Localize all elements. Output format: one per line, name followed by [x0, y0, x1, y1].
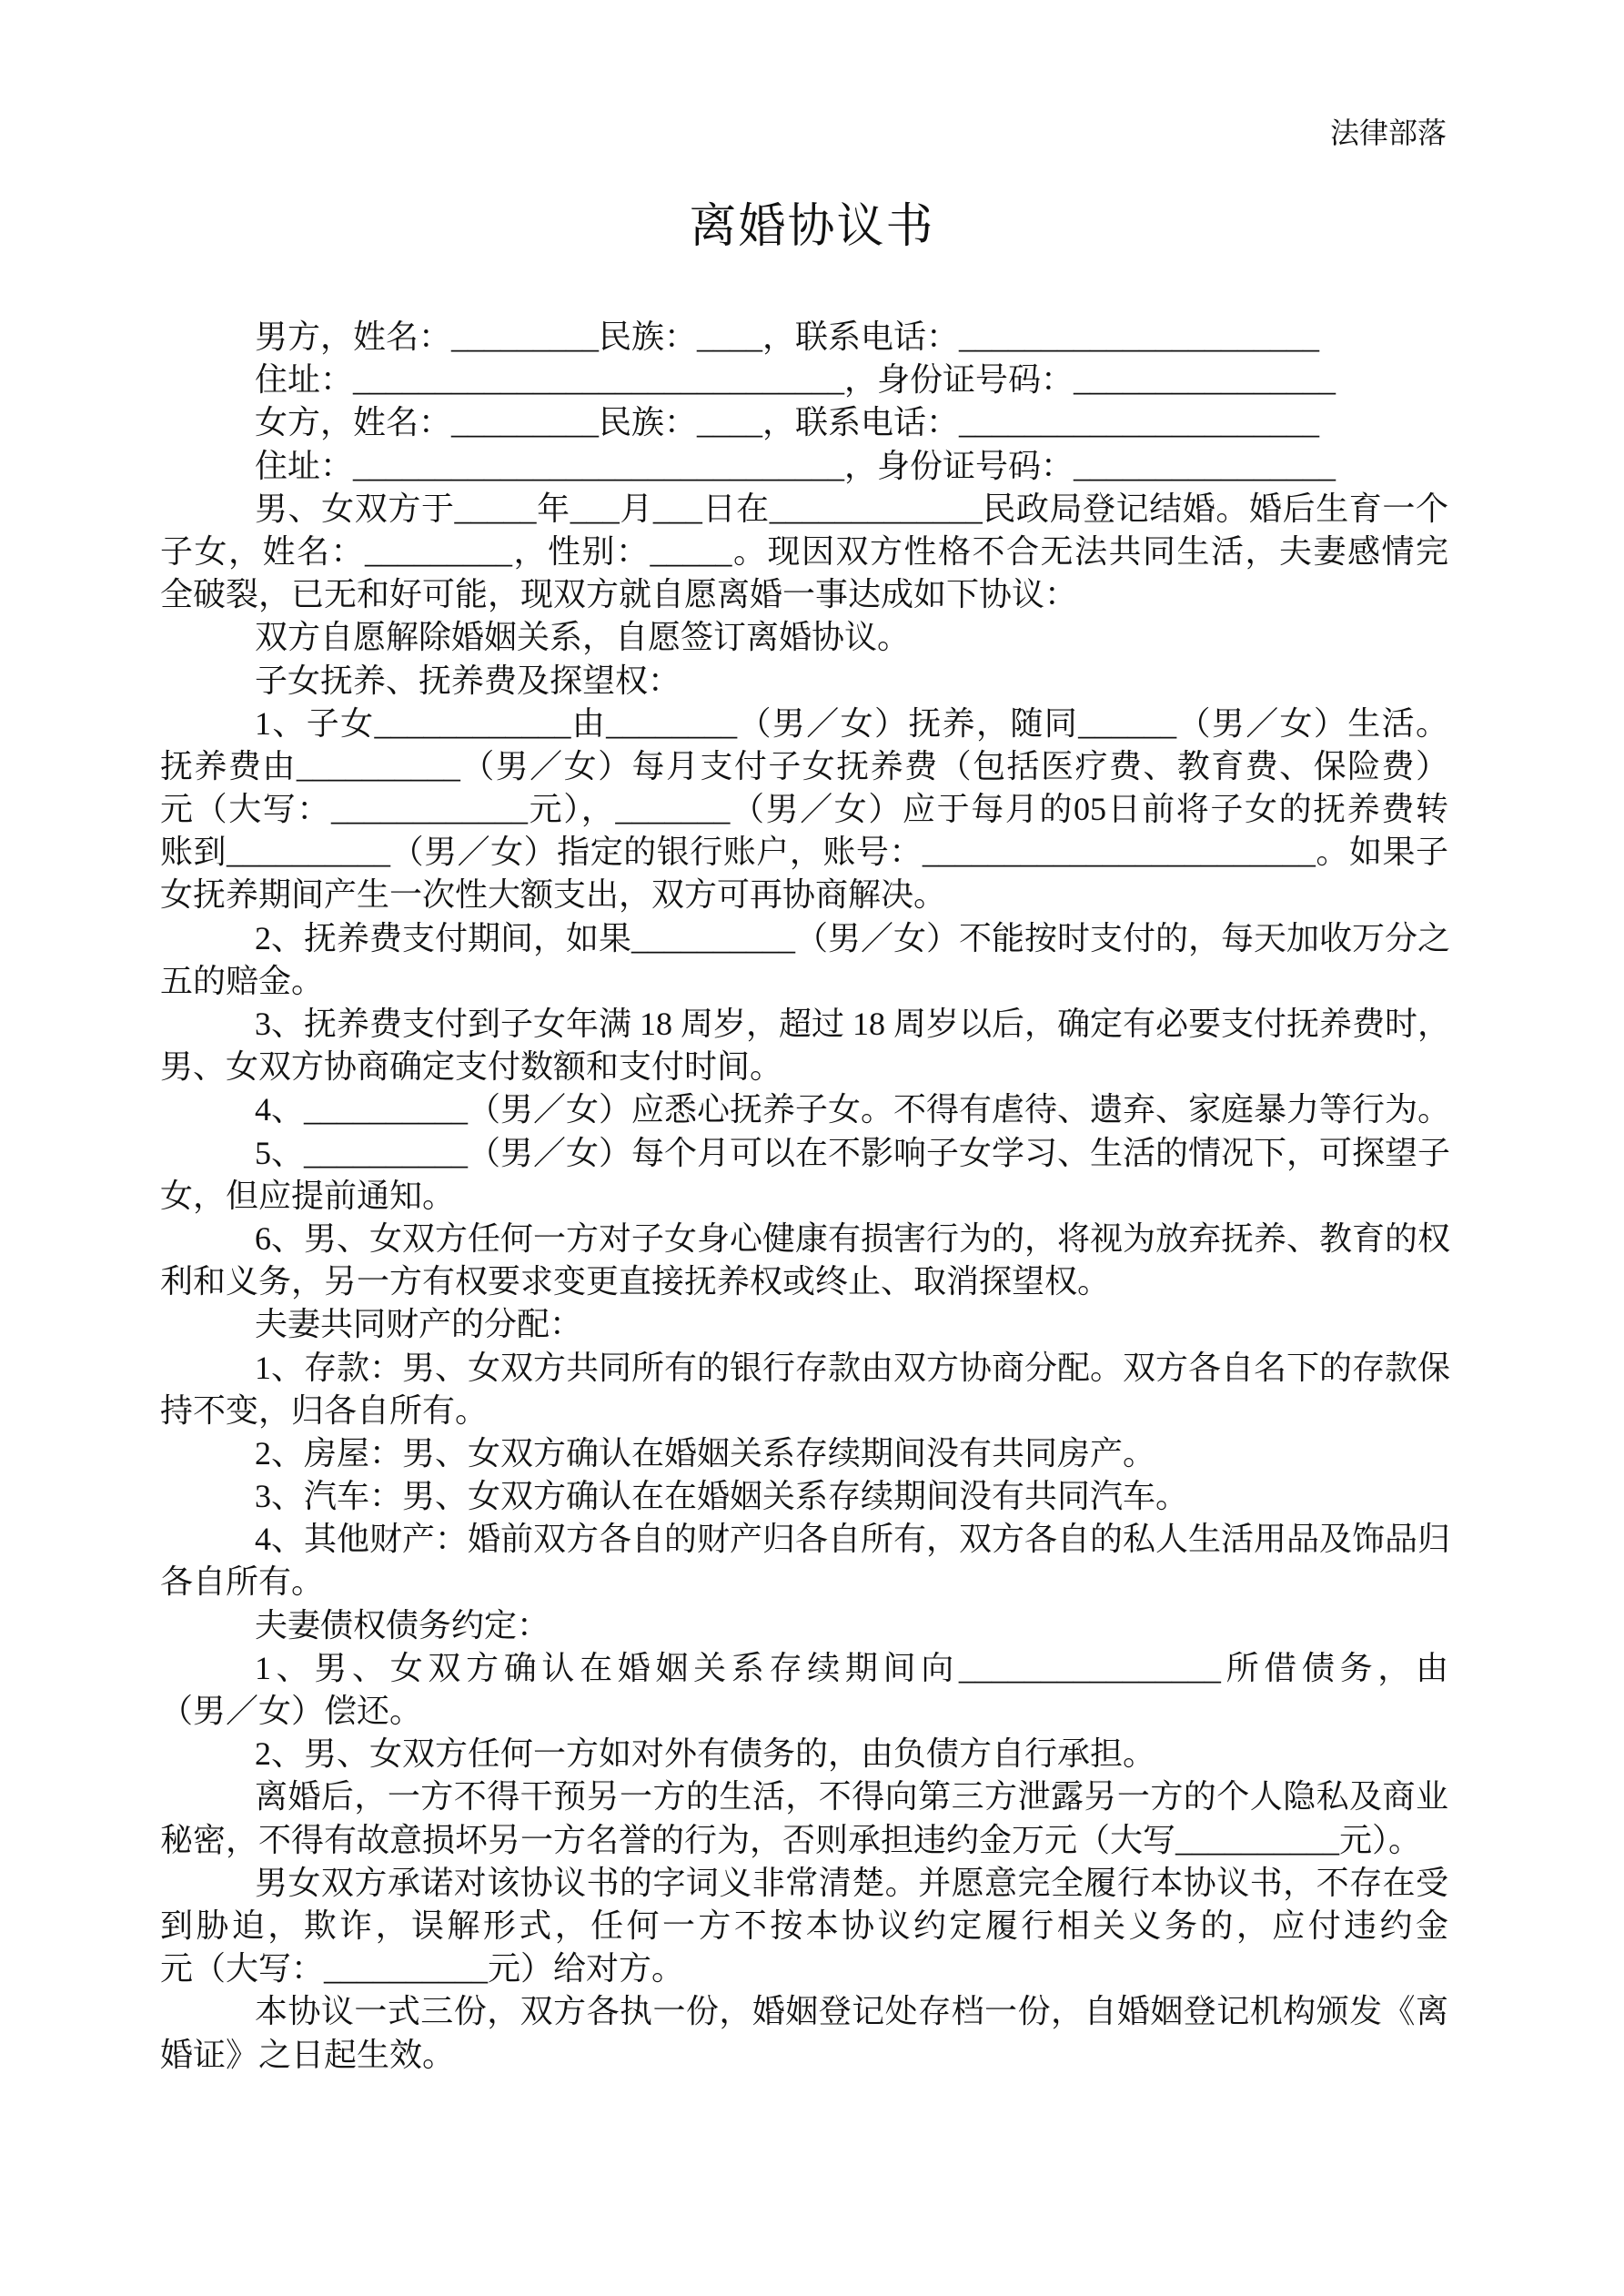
paragraph-line: 5、__________（男／女）每个月可以在不影响子女学习、生活的情况下，可探望子	[255, 1134, 1451, 1171]
paragraph-line: 五的赔金。	[160, 962, 325, 999]
paragraph-line: （男／女）偿还。	[160, 1693, 423, 1729]
paragraph	[160, 1088, 1451, 1131]
paragraph	[160, 1432, 1448, 1475]
paragraph	[160, 1518, 1451, 1603]
paragraph	[160, 1775, 1448, 1861]
paragraph-line: 各自所有。	[160, 1563, 325, 1601]
paragraph	[160, 1475, 1448, 1518]
paragraph-line: 夫妻债权债务约定：	[255, 1606, 550, 1644]
paragraph	[160, 1733, 1448, 1775]
paragraph-line: 2、抚养费支付期间，如果__________（男／女）不能按时支付的，每天加收万分之	[255, 919, 1451, 956]
paragraph-line: 4、__________（男／女）应悉心抚养子女。不得有虐待、遗弃、家庭暴力等行为。	[255, 1091, 1451, 1128]
paragraph	[160, 1990, 1448, 2076]
document-body	[160, 316, 1451, 2077]
paragraph	[160, 401, 1448, 444]
paragraph-line: 住址：______________________________，身份证号码：________________	[255, 447, 1337, 484]
paragraph-line: 2、男、女双方任何一方如对外有债务的，由负债方自行承担。	[255, 1735, 1156, 1773]
document-source-label: 法律部落	[1329, 116, 1447, 149]
paragraph	[160, 1132, 1451, 1218]
paragraph-line: 子女抚养、抚养费及探望权：	[255, 662, 681, 699]
paragraph-line: 1、男、女双方确认在婚姻关系存续期间向________________所借债务，由	[255, 1649, 1448, 1686]
paragraph-line: 元（大写：____________元），_______（男／女）应于每月的05日前将子女的抚养费转	[160, 791, 1448, 828]
paragraph	[160, 917, 1451, 1003]
paragraph-line: 女方，姓名：_________民族：____，联系电话：______________________	[255, 404, 1320, 441]
paragraph	[160, 359, 1448, 401]
paragraph-line: 女抚养期间产生一次性大额支出，双方可再协商解决。	[160, 876, 947, 914]
paragraph-line: 1、存款：男、女双方共同所有的银行存款由双方协商分配。双方各自名下的存款保	[255, 1349, 1451, 1386]
paragraph-line: 持不变，归各自所有。	[160, 1391, 489, 1429]
paragraph	[160, 1647, 1448, 1733]
paragraph-line: 双方自愿解除婚姻关系，自愿签订离婚协议。	[255, 619, 911, 656]
paragraph-line: 住址：______________________________，身份证号码：________________	[255, 361, 1337, 399]
paragraph-line: 本协议一式三份，双方各执一份，婚姻登记处存档一份，自婚姻登记机构颁发《离	[255, 1993, 1448, 2030]
paragraph	[160, 316, 1448, 359]
paragraph	[160, 445, 1448, 488]
paragraph-line: 元（大写：__________元）给对方。	[160, 1950, 685, 1988]
paragraph-line: 2、房屋：男、女双方确认在婚姻关系存续期间没有共同房产。	[255, 1434, 1156, 1472]
paragraph-line: 账到__________（男／女）指定的银行账户，账号：________________________。如果子	[160, 834, 1448, 871]
paragraph	[160, 1604, 1448, 1647]
paragraph-line: 3、抚养费支付到子女年满 18 周岁，超过 18 周岁以后，确定有必要支付抚养费时，	[255, 1006, 1451, 1042]
paragraph-line: 男方，姓名：_________民族：____，联系电话：______________________	[255, 319, 1320, 355]
paragraph-line: 到胁迫，欺诈，误解形式，任何一方不按本协议约定履行相关义务的，应付违约金	[160, 1907, 1448, 1944]
paragraph-line: 男女双方承诺对该协议书的字词义非常清楚。并愿意完全履行本协议书，不存在受	[255, 1864, 1448, 1901]
paragraph-line: 夫妻共同财产的分配：	[255, 1306, 583, 1343]
paragraph-line: 男、女双方协商确定支付数额和支付时间。	[160, 1048, 783, 1086]
paragraph	[160, 703, 1448, 917]
paragraph	[160, 1303, 1448, 1346]
paragraph-line: 子女，姓名：_________，性别：_____。现因双方性格不合无法共同生活，夫妻感情完	[160, 532, 1448, 570]
paragraph	[160, 1218, 1451, 1303]
paragraph-line: 利和义务，另一方有权要求变更直接抚养权或终止、取消探望权。	[160, 1263, 1111, 1300]
paragraph-line: 4、其他财产：婚前双方各自的财产归各自所有，双方各自的私人生活用品及饰品归	[255, 1521, 1451, 1558]
paragraph	[160, 660, 1448, 703]
paragraph-line: 婚证》之日起生效。	[160, 2036, 456, 2073]
paragraph	[160, 1862, 1448, 1991]
paragraph	[160, 488, 1448, 617]
paragraph-line: 男、女双方于_____年___月___日在_____________民政局登记结婚。婚后生育一个	[255, 490, 1448, 527]
document-title: 离婚协议书	[689, 201, 935, 253]
paragraph-line: 离婚后，一方不得干预另一方的生活，不得向第三方泄露另一方的个人隐私及商业	[255, 1778, 1448, 1816]
paragraph-line: 3、汽车：男、女双方确认在在婚姻关系存续期间没有共同汽车。	[255, 1478, 1189, 1515]
paragraph-line: 女，但应提前通知。	[160, 1177, 456, 1214]
paragraph-line: 秘密，不得有故意损坏另一方名誉的行为，否则承担违约金万元（大写__________元）。	[160, 1821, 1422, 1858]
paragraph	[160, 1347, 1451, 1432]
paragraph	[160, 616, 1448, 659]
paragraph-line: 6、男、女双方任何一方对子女身心健康有损害行为的，将视为放弃抚养、教育的权	[255, 1219, 1451, 1257]
paragraph-line: 1、子女____________由________（男／女）抚养，随同______（男／女）生活。	[255, 704, 1448, 742]
paragraph	[160, 1003, 1451, 1088]
paragraph-line: 抚养费由__________（男／女）每月支付子女抚养费（包括医疗费、教育费、保险费）	[160, 747, 1448, 784]
paragraph-line: 全破裂，已无和好可能，现双方就自愿离婚一事达成如下协议：	[160, 576, 1078, 613]
